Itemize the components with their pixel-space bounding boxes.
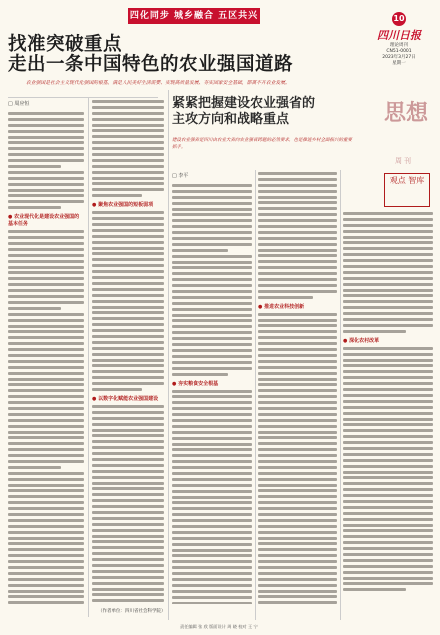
masthead-meta-2: 2023年3月27日 xyxy=(382,55,416,60)
section-stamp: 观点 智库 xyxy=(384,173,430,207)
article2-column-3 xyxy=(343,212,433,604)
article2-title-line2: 主攻方向和战略重点 xyxy=(172,112,290,127)
article1-heading-2: ● 聚焦农业强国的短板弱项 xyxy=(92,202,154,209)
slogan-banner: 四化同步 城乡融合 五区共兴 xyxy=(128,8,260,24)
article1-author-note: （作者单位：四川省社会科学院） xyxy=(98,609,166,614)
article1-heading-1: ● 农业现代化是建设农业强国的基本任务 xyxy=(8,214,80,228)
section-title: 思想 xyxy=(384,100,429,126)
page-number: 10 xyxy=(392,12,406,26)
article1-deck: 农业强国是社会主义现代化强国的根基，满足人民美好生活需要、实现高质量发展、夯实国家安全基础，都离不开农业发展。 xyxy=(26,81,290,86)
article2-column-2 xyxy=(258,172,337,604)
article2-heading-3: ● 深化农村改革 xyxy=(343,337,380,344)
article1-column-1 xyxy=(8,100,84,605)
masthead-meta-3: 星期一 xyxy=(392,61,406,66)
article1-title-line1: 找准突破重点 xyxy=(8,34,123,55)
article2-deck: 建设农业强省是四川由农业大省向农业强省跨越的必然要求，也是推进乡村全面振兴的重要抓手。 xyxy=(172,138,352,150)
masthead xyxy=(366,6,432,64)
article1-column-2 xyxy=(92,100,164,605)
article2-heading-1: ● 夯实粮食安全根基 xyxy=(172,380,219,387)
masthead-meta-1: CN51-0001 xyxy=(386,49,412,54)
paper-name: 四川日报 xyxy=(377,29,421,42)
article2-byline: □ 李平 xyxy=(172,173,189,179)
section-subtitle: 周刊 xyxy=(395,157,413,165)
article2-column-1 xyxy=(172,172,252,604)
article1-byline: □ 周应恒 xyxy=(8,101,30,107)
article1-heading-3: ● 以数字化赋能农业强国建设 xyxy=(92,395,159,402)
article1-title-line2: 走出一条中国特色的农业强国道路 xyxy=(8,54,294,75)
masthead-meta-0: 理论周刊 xyxy=(390,43,408,48)
article2-heading-2: ● 推进农业科技创新 xyxy=(258,303,305,310)
article2-title xyxy=(172,96,315,128)
page-footer: 责任编辑 张 欣 版面设计 周 晓 校对 王 宁 xyxy=(180,624,258,629)
article2-title-line1: 紧紧把握建设农业强省的 xyxy=(172,96,316,111)
